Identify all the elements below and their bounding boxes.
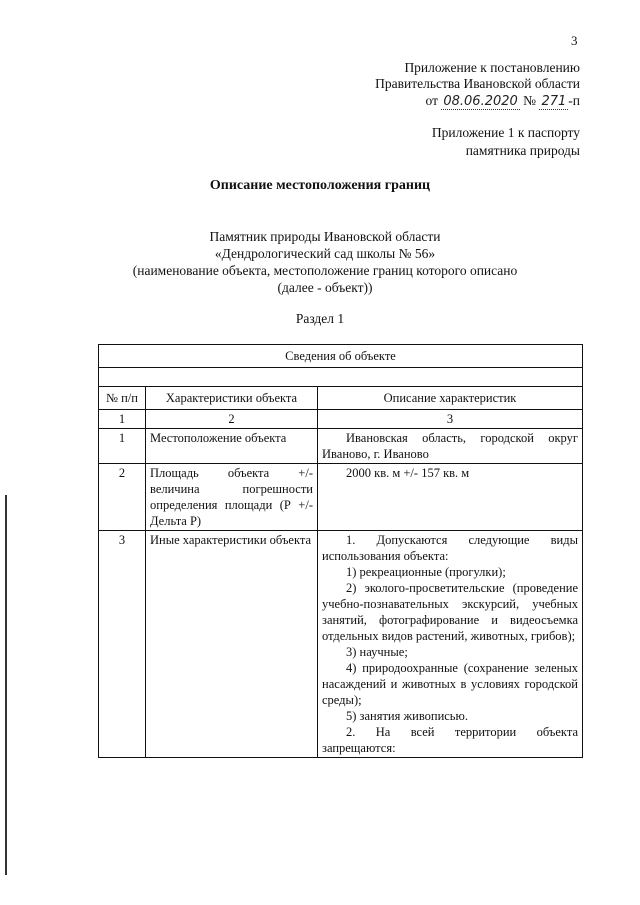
- header-date-number: [426, 92, 581, 110]
- description-line: 3) научные;: [346, 645, 408, 659]
- description-line: 4) природоохранные (сохранение зеленых насаждений и животных в условиях городской среды);: [322, 661, 578, 707]
- row-num: 1: [99, 429, 146, 464]
- date-prefix: от: [425, 93, 438, 108]
- table-row: [99, 531, 583, 758]
- handwritten-number: 271: [541, 94, 567, 109]
- column-number-row: [99, 410, 583, 429]
- row-characteristic: Иные характеристики объекта: [146, 531, 318, 758]
- header-num: № п/п: [99, 387, 146, 410]
- description-line: 1) рекреационные (прогулки);: [346, 565, 506, 579]
- table-caption: Сведения об объекте: [99, 345, 583, 368]
- scan-binding-edge: [5, 495, 7, 875]
- document-title: Описание местоположения границ: [209, 178, 431, 193]
- number-suffix: -п: [568, 93, 580, 108]
- col-number-3: 3: [318, 410, 583, 429]
- header-description: Описание характеристик: [318, 387, 583, 410]
- object-info-table: [98, 344, 583, 758]
- row-description: 2000 кв. м +/- 157 кв. м: [318, 464, 583, 531]
- description-line: 1. Допускаются следующие виды использования объекта:: [322, 533, 578, 563]
- object-line-2: «Дендрологический сад школы № 56»: [214, 246, 436, 261]
- table-header-row: [99, 387, 583, 410]
- annex-line-2: памятника природы: [465, 143, 580, 158]
- row-num: 3: [99, 531, 146, 758]
- section-heading: Раздел 1: [295, 311, 345, 326]
- header-line-2: Правительства Ивановской области: [375, 76, 580, 91]
- page-number: 3: [571, 33, 578, 48]
- table-empty-cell: [99, 368, 583, 387]
- table-caption-row: [99, 345, 583, 368]
- row-num: 2: [99, 464, 146, 531]
- handwritten-date: 08.06.2020: [443, 94, 518, 109]
- row-characteristic: Площадь объекта +/- величина погрешности определения площади (Р +/- Дельта Р): [146, 464, 318, 531]
- header-characteristic: Характеристики объекта: [146, 387, 318, 410]
- row-description: Ивановская область, городской округ Иваново, г. Иваново: [318, 429, 583, 464]
- object-line-3: (наименование объекта, местоположение границ которого описано: [132, 263, 518, 278]
- description-line: 5) занятия живописью.: [346, 709, 468, 723]
- row-description: [318, 531, 583, 758]
- description-line: 2. На всей территории объекта запрещаются:: [322, 725, 578, 755]
- description-line: 2) эколого-просветительские (проведение учебно-познавательных экскурсий, учебных занятий, фотографирование и видеосъемка отдельных видов растений, животных, грибов);: [322, 581, 578, 643]
- table-row: [99, 464, 583, 531]
- table-row: [99, 429, 583, 464]
- table-empty-row: [99, 368, 583, 387]
- annex-reference: [432, 124, 580, 160]
- header-line-1: Приложение к постановлению: [404, 60, 580, 75]
- col-number-2: 2: [146, 410, 318, 429]
- object-name-block: [100, 228, 550, 296]
- object-line-4: (далее - объект)): [277, 280, 373, 295]
- row-characteristic: Местоположение объекта: [146, 429, 318, 464]
- annex-line-1: Приложение 1 к паспорту: [431, 125, 580, 140]
- object-line-1: Памятник природы Ивановской области: [209, 229, 441, 244]
- number-sign: №: [523, 93, 537, 108]
- col-number-1: 1: [99, 410, 146, 429]
